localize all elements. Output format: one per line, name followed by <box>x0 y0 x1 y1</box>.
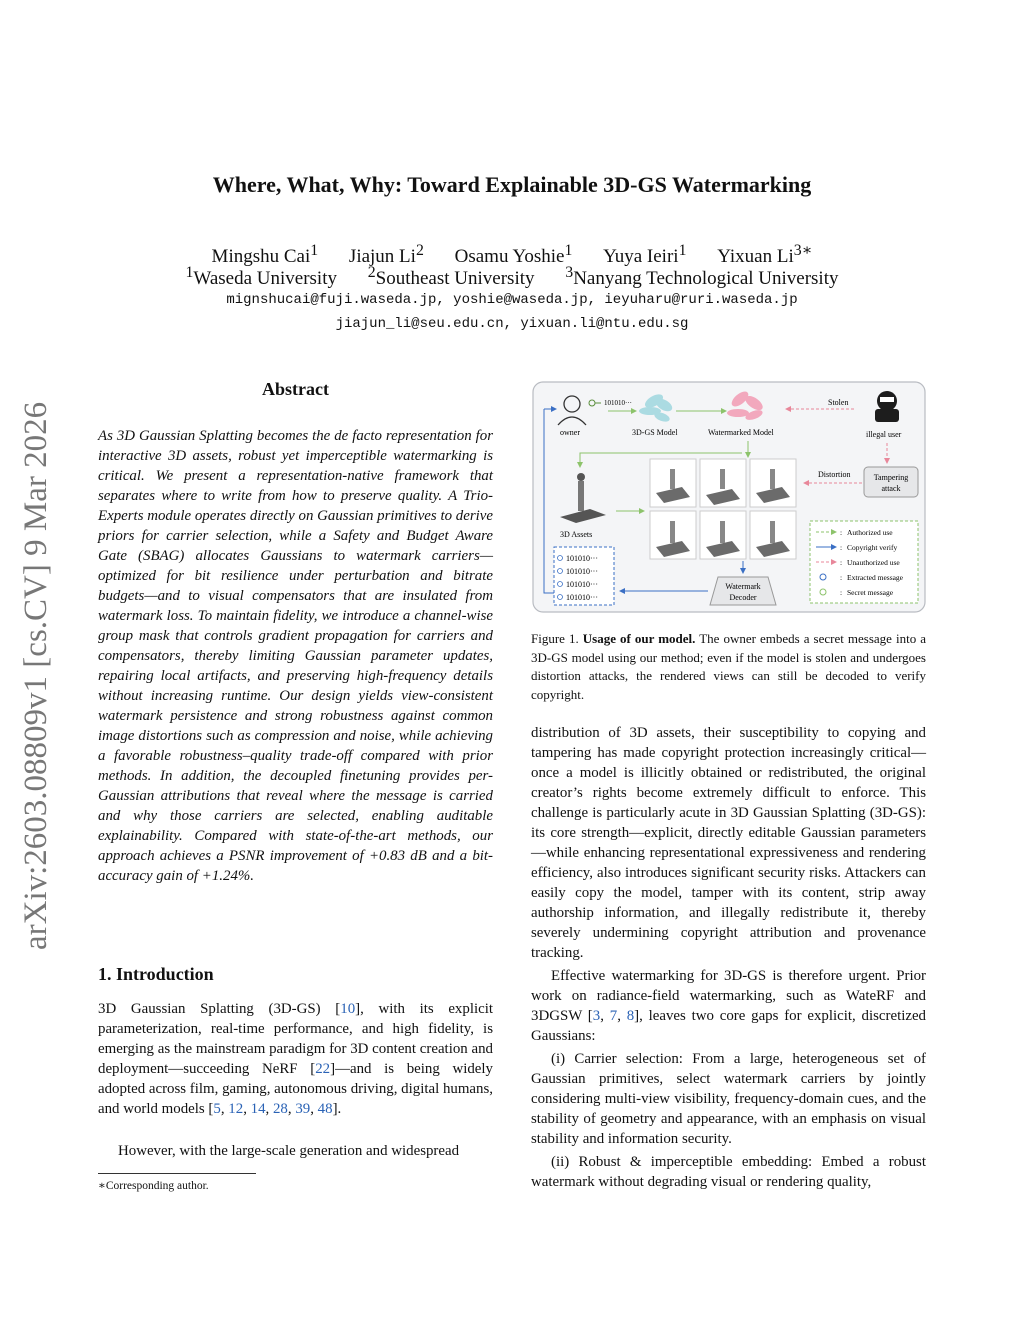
section-heading: 1. Introduction <box>98 964 214 984</box>
citation-link[interactable]: 48 <box>317 1101 333 1117</box>
affiliation: $^2$Southeast University <box>367 264 535 290</box>
email-line: mignshucai@fuji.waseda.jp, yoshie@waseda.jp, ieyuharu@ruri.waseda.jp <box>226 292 798 308</box>
footnote-rule <box>98 1173 256 1174</box>
legend-symbol: : <box>840 573 843 582</box>
citation-link[interactable]: 14 <box>250 1101 266 1117</box>
body-paragraph: (ii) Robust & imperceptible embedding: Embed a robust watermark without degrading visual or rendering quality, <box>531 1154 926 1190</box>
author: Osamu Yoshie$^1$ <box>454 242 573 268</box>
citation-link[interactable]: 8 <box>626 1008 635 1024</box>
right-column-body <box>531 723 926 1195</box>
bit-row: 101010··· <box>566 593 598 602</box>
affiliation: $^3$Nanyang Technological University <box>565 264 839 290</box>
legend-label: Unauthorized use <box>847 558 900 567</box>
body-paragraph: distribution of 3D assets, their susceptibility to copying and tampering has made copyright protection increasingly critical—once a model is illicitly obtained or redistributed, the original creator’s rights become extremely difficult to enforce. This challenge is particularly acute in 3D Gaussian Splatting (3D-GS): its core strength—explicit, directly editable Gaussian parameters—while enhancing representational expressiveness and rendering efficiency, also introduces significant security risks. Attackers can easily copy the model, tamper with its content, strip away authorship information, and illegally redistribute it, thereby severely undermining copyright attribution and provenance tracking. <box>531 725 926 961</box>
legend-label: Authorized use <box>847 528 893 537</box>
bit-row: 101010··· <box>566 567 598 576</box>
author: Yixuan $Li^{3∗}$ <box>717 242 813 268</box>
footnote: ∗Corresponding author. <box>98 1180 209 1192</box>
affiliation: $^1$Waseda University <box>185 264 337 290</box>
paper-title: Where, What, Why: Toward Explainable 3D-GS Watermarking <box>212 172 812 197</box>
gs-model-label: 3D-GS Model <box>632 428 678 437</box>
intro-paragraph: 3D Gaussian Splatting (3D-GS) [10], with its explicit parameterization, real-time performance, and high fidelity, is emerging as the mainstream paradigm for 3D content creation and deployment—succeeding NeRF [22]—and is being widely adopted across film, gaming, autonomous driving, digital humans, and world models [5, 12, 14, 28, 39, 48]. <box>98 1001 493 1117</box>
affiliation-list <box>0 264 1024 290</box>
email-line: jiajun_li@seu.edu.cn, yixuan.li@ntu.edu.sg <box>335 316 689 332</box>
legend-symbol: : <box>840 558 843 567</box>
illegal-user-label: illegal user <box>866 430 902 439</box>
author: Jiajun Li$^2$ <box>348 242 424 268</box>
author: Mingshu Cai$^1$ <box>211 242 319 268</box>
owner-label: owner <box>560 428 580 437</box>
citation-link[interactable]: 28 <box>272 1101 288 1117</box>
abstract-text: As 3D Gaussian Splatting becomes the de facto representation for interactive 3D assets, robust yet imperceptible watermarking is critical. We present a representation-native framework that separates where to write from how to preserve quality. A Trio-Experts module operates directly on Gaussian primitives to derive priors for carrier selection, while a Safety and Budget Aware Gate (SBAG) allocates Gaussians to watermark carriers—optimized for bit resilience under perturbation and bitrate budgets—and to visual compensators that are insulated from watermark loss. To maintain fidelity, we introduce a channel-wise group mask that controls gradient propagation for carriers and compensators, thereby limiting Gaussian parameter updates, repairing local artifacts, and preserving high-frequency details without increasing runtime. Our design yields view-consistent watermark persistence and strong robustness against common image distortions such as compression and noise, while achieving a favorable robustness–quality trade-off compared with prior methods. In addition, the decoupled finetuning provides per-Gaussian attributions that reveal where the message is carried and why those carriers are selected, enabling auditable explainability. Compared with state-of-the-art methods, our approach achieves a PSNR improvement of +0.83 dB and a bit-accuracy gain of +1.24%. <box>98 428 493 884</box>
assets-label: 3D Assets <box>560 530 593 539</box>
figure-caption: Figure 1. Usage of our model. The owner embeds a secret message into a 3D-GS model using our method; even if the model is stolen and undergoes distortion attacks, the rendered views can still be decoded to verify copyright. <box>531 631 927 702</box>
owner-bits: 101010··· <box>604 399 632 407</box>
legend-label: Extracted message <box>847 573 904 582</box>
figure-1 <box>532 381 926 613</box>
legend-label: Copyright verify <box>847 543 898 552</box>
stolen-label: Stolen <box>828 398 849 407</box>
intro-paragraph: However, with the large-scale generation and widespread <box>118 1143 460 1159</box>
citation-link[interactable]: 10 <box>340 1001 356 1017</box>
tampering-label-1: Tampering <box>873 473 909 482</box>
citation-link[interactable]: 39 <box>295 1101 311 1117</box>
distortion-label: Distortion <box>818 470 851 479</box>
tampering-label-2: attack <box>881 484 901 493</box>
citation-link[interactable]: 22 <box>315 1061 331 1077</box>
citation-link[interactable]: 12 <box>228 1101 244 1117</box>
legend-symbol: : <box>840 528 843 537</box>
legend-symbol: : <box>840 588 843 597</box>
author: Yuya Ieiri$^1$ <box>603 242 687 268</box>
legend-label: Secret message <box>847 588 894 597</box>
citation-link[interactable]: 7 <box>609 1008 618 1024</box>
body-paragraph: Effective watermarking for 3D-GS is therefore urgent. Prior work on radiance-field watermarking, such as WateRF and 3DGSW [3, 7, 8], leaves two core gaps for explicit, discretized Gaussians: <box>531 968 927 1044</box>
arxiv-stamp: arXiv:2603.08809v1 [cs.CV] 9 Mar 2026 <box>18 401 54 950</box>
body-paragraph: (i) Carrier selection: From a large, heterogeneous set of Gaussian primitives, select watermark carriers by jointly considering multi-view visibility, frequency-domain cues, and the stability of geometry and appearance, with an emphasis on visual stability and information security. <box>531 1051 926 1147</box>
citation-link[interactable]: 3 <box>592 1008 601 1024</box>
abstract-heading: Abstract <box>262 379 329 399</box>
decoder-label-1: Watermark <box>725 582 761 591</box>
decoder-label-2: Decoder <box>729 593 757 602</box>
legend-symbol: : <box>840 543 843 552</box>
citation-link[interactable]: 5 <box>213 1101 221 1117</box>
watermarked-model-label: Watermarked Model <box>708 428 774 437</box>
bit-row: 101010··· <box>566 554 598 563</box>
bit-row: 101010··· <box>566 580 598 589</box>
